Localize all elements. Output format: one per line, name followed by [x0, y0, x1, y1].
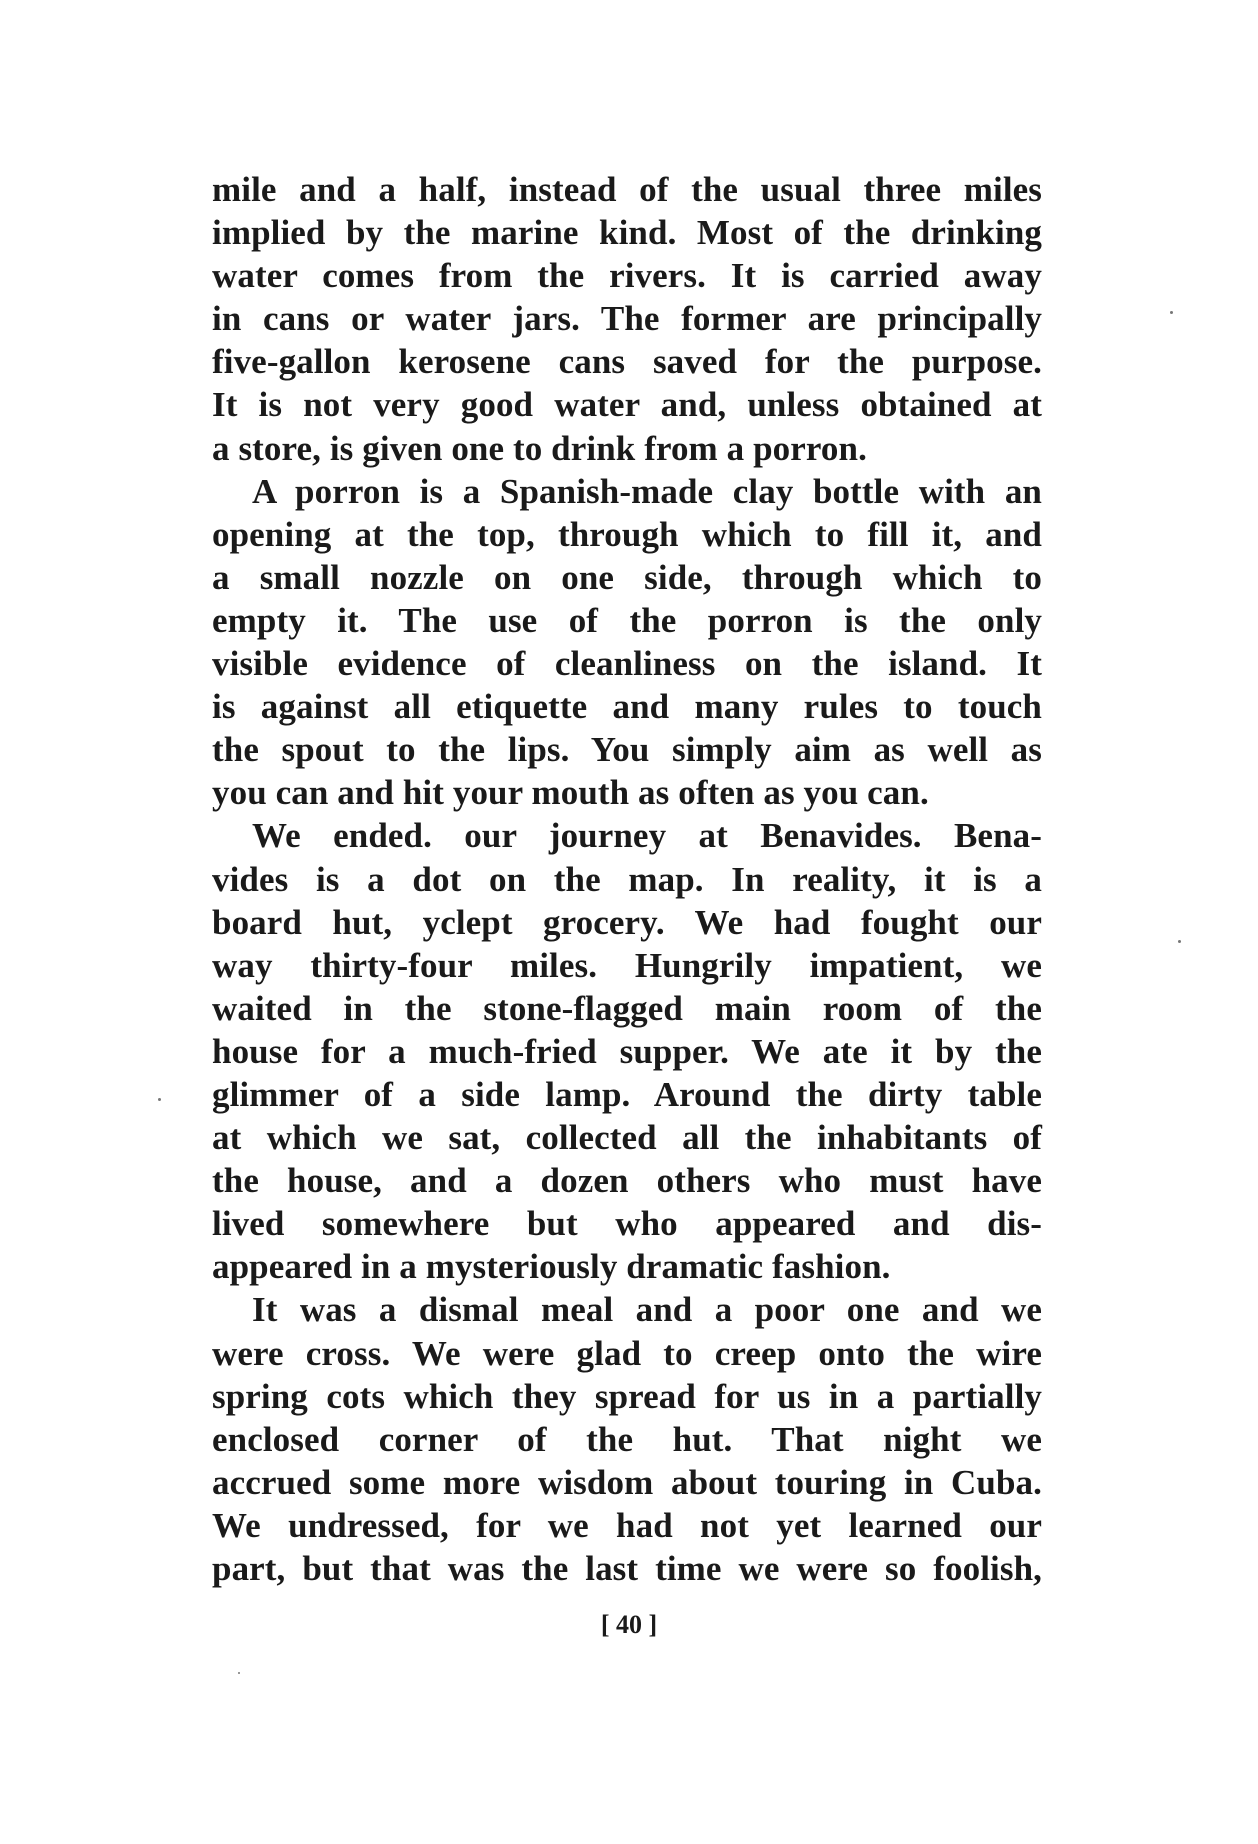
text-line: part, but that was the last time we were so foolish, — [212, 1549, 1042, 1588]
paper-speck — [238, 1672, 240, 1674]
text-line: appeared in a mysteriously dramatic fashion. — [212, 1247, 891, 1287]
text-line: board hut, yclept grocery. We had fought our — [212, 902, 1042, 942]
text-line: water comes from the rivers. It is carried away — [212, 256, 1042, 296]
text-line: a small nozzle on one side, through which to — [212, 557, 1042, 597]
text-line: spring cots which they spread for us in a partially — [212, 1376, 1042, 1416]
text-line: a store, is given one to drink from a porron. — [212, 428, 867, 468]
text-line: were cross. We were glad to creep onto the wire — [212, 1333, 1042, 1373]
page-number: [ 40 ] — [600, 1610, 658, 1639]
text-line: way thirty-four miles. Hungrily impatient, we — [212, 945, 1042, 985]
paper-speck — [158, 1098, 161, 1101]
paragraph-first-line: We ended. our journey at Benavides. Bena- — [252, 816, 1042, 856]
paper-speck — [1170, 311, 1173, 314]
text-line: the spout to the lips. You simply aim as well as — [212, 730, 1042, 770]
text-line: We undressed, for we had not yet learned our — [212, 1505, 1042, 1545]
text-line: vides is a dot on the map. In reality, it is a — [212, 859, 1042, 899]
body-text — [212, 168, 1042, 1590]
text-line: at which we sat, collected all the inhabitants of — [212, 1118, 1042, 1158]
text-line: implied by the marine kind. Most of the drinking — [212, 213, 1042, 253]
text-line: empty it. The use of the porron is the only — [212, 600, 1042, 640]
paragraph-first-line: It was a dismal meal and a poor one and we — [252, 1290, 1042, 1330]
text-line: waited in the stone-flagged main room of the — [212, 988, 1042, 1028]
text-line: the house, and a dozen others who must have — [212, 1161, 1042, 1201]
text-line: lived somewhere but who appeared and dis- — [212, 1204, 1042, 1244]
text-line: in cans or water jars. The former are principally — [212, 299, 1042, 339]
text-line: accrued some more wisdom about touring in Cuba. — [212, 1462, 1042, 1502]
text-line: mile and a half, instead of the usual three miles — [212, 170, 1042, 209]
text-line: enclosed corner of the hut. That night we — [212, 1419, 1042, 1459]
text-line: five-gallon kerosene cans saved for the purpose. — [212, 342, 1042, 382]
text-line: is against all etiquette and many rules to touch — [212, 687, 1042, 727]
text-line: It is not very good water and, unless obtained at — [212, 385, 1042, 425]
text-line: visible evidence of cleanliness on the island. It — [212, 644, 1042, 684]
paper-speck — [1178, 940, 1181, 943]
paragraph-first-line: A porron is a Spanish-made clay bottle with an — [252, 471, 1042, 511]
text-line: house for a much-fried supper. We ate it by the — [212, 1031, 1042, 1071]
text-line: opening at the top, through which to fill it, and — [212, 514, 1042, 554]
text-line: you can and hit your mouth as often as you can. — [212, 773, 929, 813]
text-line: glimmer of a side lamp. Around the dirty table — [212, 1074, 1042, 1114]
